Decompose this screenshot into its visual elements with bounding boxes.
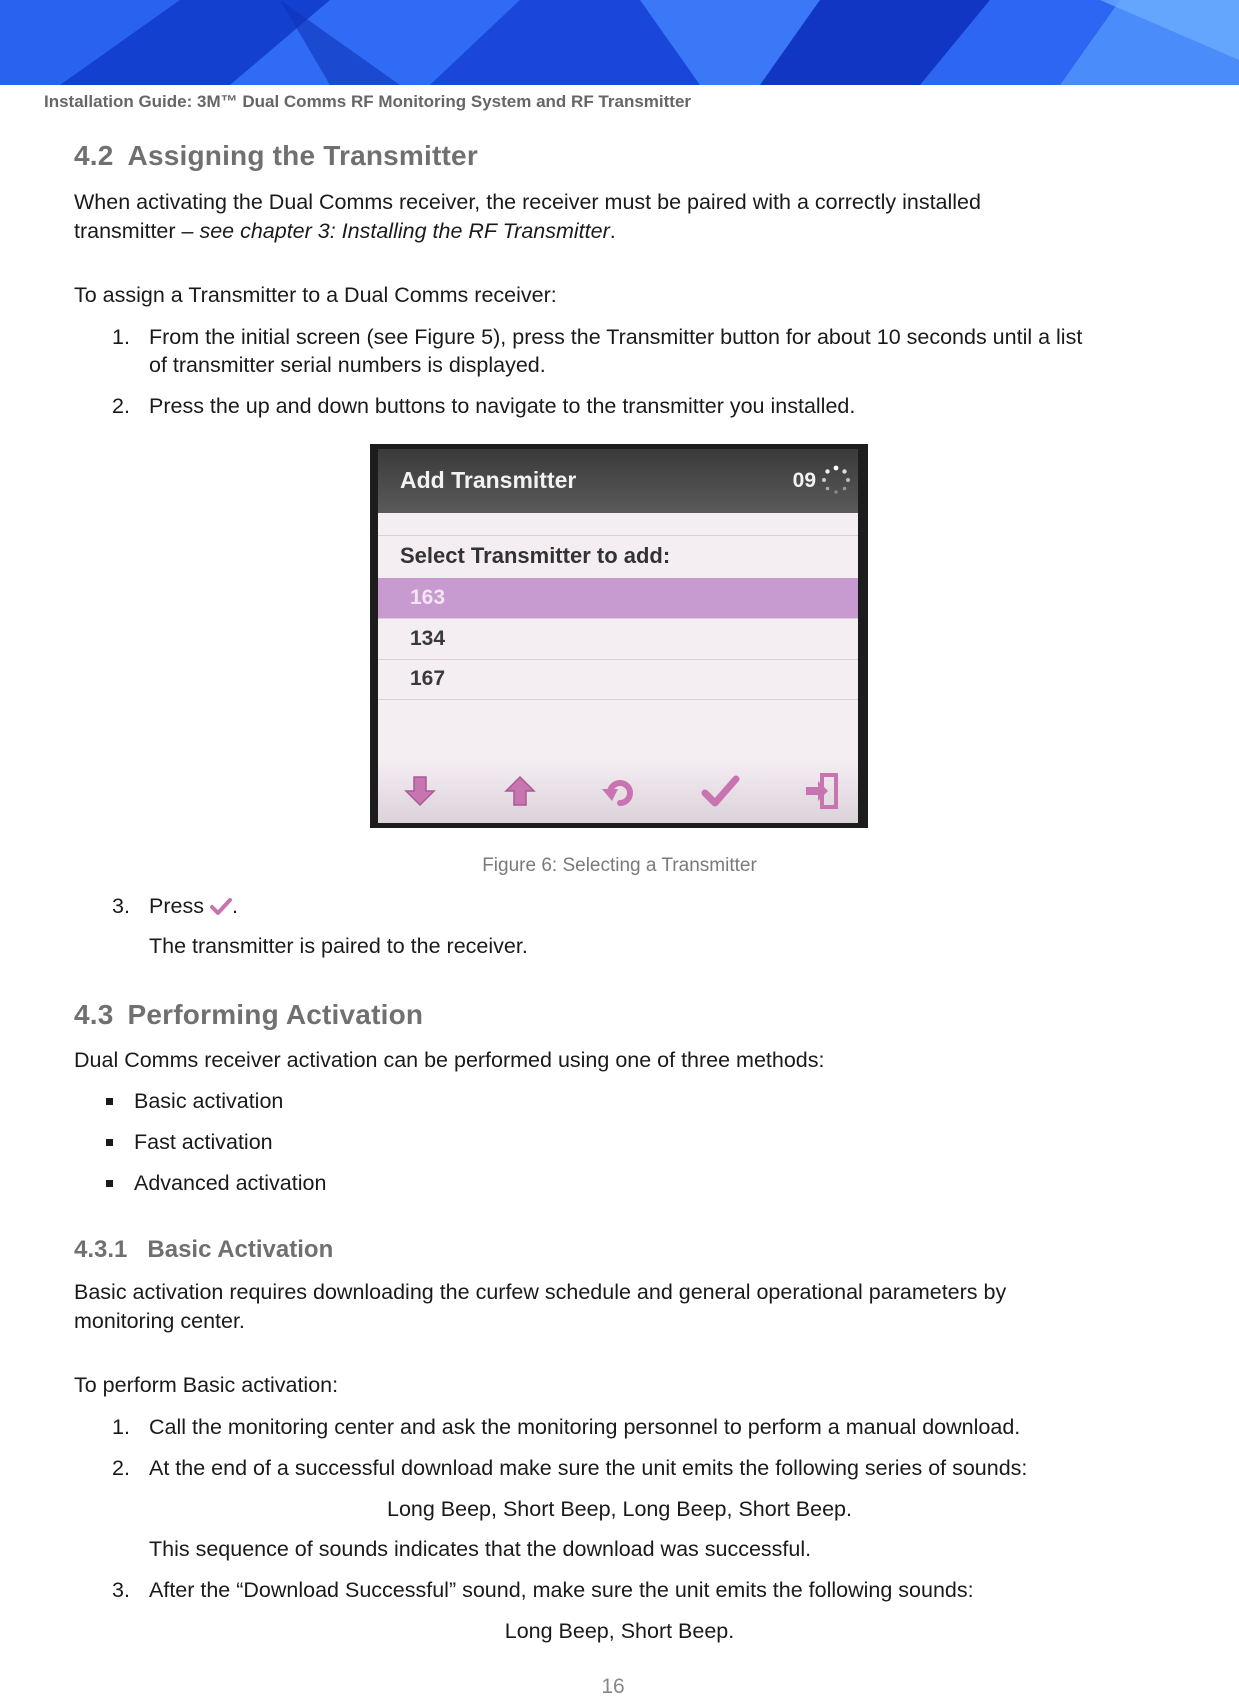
section-heading-4-2: [74, 140, 478, 172]
intro-line: monitoring center.: [74, 1309, 245, 1333]
bullet-marker: [106, 1139, 113, 1146]
procedure-lead: To perform Basic activation:: [74, 1373, 339, 1397]
confirm-button[interactable]: [700, 771, 740, 811]
step-result: This sequence of sounds indicates that the download was successful.: [149, 1537, 812, 1561]
list-item: [112, 323, 1182, 379]
figure-caption: Figure 6: Selecting a Transmitter: [482, 855, 757, 876]
list-item: [112, 1576, 1182, 1604]
section-title: Assigning the Transmitter: [127, 140, 478, 171]
bullet-marker: [106, 1180, 113, 1187]
transmitter-serial: 167: [410, 667, 446, 690]
intro-line: [74, 217, 1174, 246]
step-text: Press the up and down buttons to navigate to the transmitter you installed.: [149, 394, 856, 418]
step-text: of transmitter serial numbers is displayed.: [149, 353, 546, 377]
intro-line: Basic activation requires downloading the curfew schedule and general operational parameters by: [74, 1280, 1007, 1304]
method-label: Basic activation: [134, 1089, 284, 1113]
section-number: 4.3: [74, 999, 114, 1030]
header-banner: [0, 0, 1239, 85]
step-text: After the “Download Successful” sound, make sure the unit emits the following sounds:: [149, 1578, 974, 1602]
screen-title: Add Transmitter: [400, 467, 577, 493]
screen-toolbar: [378, 759, 858, 823]
subsection-heading-4-3-1: [74, 1236, 333, 1264]
step-note: [112, 932, 1182, 960]
banner-graphic: [0, 0, 1239, 85]
up-arrow-button[interactable]: [500, 771, 540, 811]
device-screen-figure: [370, 444, 868, 828]
device-screen: [378, 449, 858, 823]
sound-sequence: Long Beep, Short Beep, Long Beep, Short Beep.: [387, 1497, 852, 1521]
back-icon: [598, 771, 638, 811]
step-text: Call the monitoring center and ask the monitoring personnel to perform a manual download.: [149, 1415, 1021, 1439]
step-number: 3.: [112, 1578, 130, 1602]
transmitter-serial: 134: [410, 627, 446, 650]
step-number: 2.: [112, 1456, 130, 1480]
screen-title-bar: [378, 449, 858, 513]
section-intro: Dual Comms receiver activation can be performed using one of three methods:: [74, 1048, 825, 1072]
list-item: [112, 892, 1182, 920]
list-item: [104, 1087, 283, 1115]
transmitter-serial: 163: [410, 586, 446, 609]
step-number: 1.: [112, 325, 130, 349]
divider: [378, 535, 858, 536]
step-text: [149, 892, 1182, 920]
intro-text: .: [609, 219, 616, 243]
transmitter-option-selected[interactable]: [378, 578, 858, 618]
list-item: [112, 392, 1182, 420]
list-item: [112, 1413, 1182, 1441]
up-arrow-icon: [500, 771, 540, 811]
step-text: From the initial screen (see Figure 5), press the Transmitter button for about 10 seconds until a list: [149, 325, 1083, 349]
running-header: Installation Guide: 3M™ Dual Comms RF Monitoring System and RF Transmitter: [44, 92, 692, 111]
page-number: 16: [601, 1675, 625, 1696]
section-title: Performing Activation: [127, 999, 424, 1030]
section-title: Basic Activation: [147, 1236, 334, 1263]
step-note: [112, 1535, 1182, 1563]
check-icon: [700, 771, 740, 811]
step-number: 1.: [112, 1415, 130, 1439]
method-label: Advanced activation: [134, 1171, 327, 1195]
step-text: At the end of a successful download make sure the unit emits the following series of sounds:: [149, 1456, 1028, 1480]
intro-text: transmitter –: [74, 219, 200, 243]
back-button[interactable]: [598, 771, 638, 811]
screen-prompt: Select Transmitter to add:: [400, 543, 671, 568]
check-icon: [210, 897, 232, 915]
section-intro: [74, 1278, 1174, 1336]
spinner-icon: [820, 464, 852, 496]
section-number: 4.2: [74, 140, 114, 171]
transmitter-option[interactable]: [378, 659, 858, 699]
list-item: [104, 1128, 273, 1156]
list-item: [104, 1169, 326, 1197]
exit-icon: [802, 771, 842, 811]
method-label: Fast activation: [134, 1130, 273, 1154]
intro-line: When activating the Dual Comms receiver, the receiver must be paired with a correctly installed: [74, 190, 981, 214]
step-number: 3.: [112, 894, 130, 918]
transmitter-option[interactable]: [378, 619, 858, 659]
countdown-counter: 09: [792, 469, 816, 492]
sound-sequence: Long Beep, Short Beep.: [504, 1619, 735, 1643]
step-text-part: Press: [149, 894, 210, 918]
procedure-lead: To assign a Transmitter to a Dual Comms receiver:: [74, 283, 557, 307]
chapter-reference: see chapter 3: Installing the RF Transmitter: [199, 219, 610, 243]
exit-button[interactable]: [802, 771, 842, 811]
step-number: 2.: [112, 394, 130, 418]
step-text-part: .: [231, 894, 238, 918]
section-intro: [74, 188, 1174, 246]
down-arrow-icon: [400, 771, 440, 811]
section-heading-4-3: [74, 999, 423, 1031]
list-item: [112, 1454, 1182, 1482]
step-result: The transmitter is paired to the receiver.: [149, 934, 528, 958]
bullet-marker: [106, 1098, 113, 1105]
section-number: 4.3.1: [74, 1236, 128, 1263]
down-arrow-button[interactable]: [400, 771, 440, 811]
divider: [378, 699, 858, 700]
